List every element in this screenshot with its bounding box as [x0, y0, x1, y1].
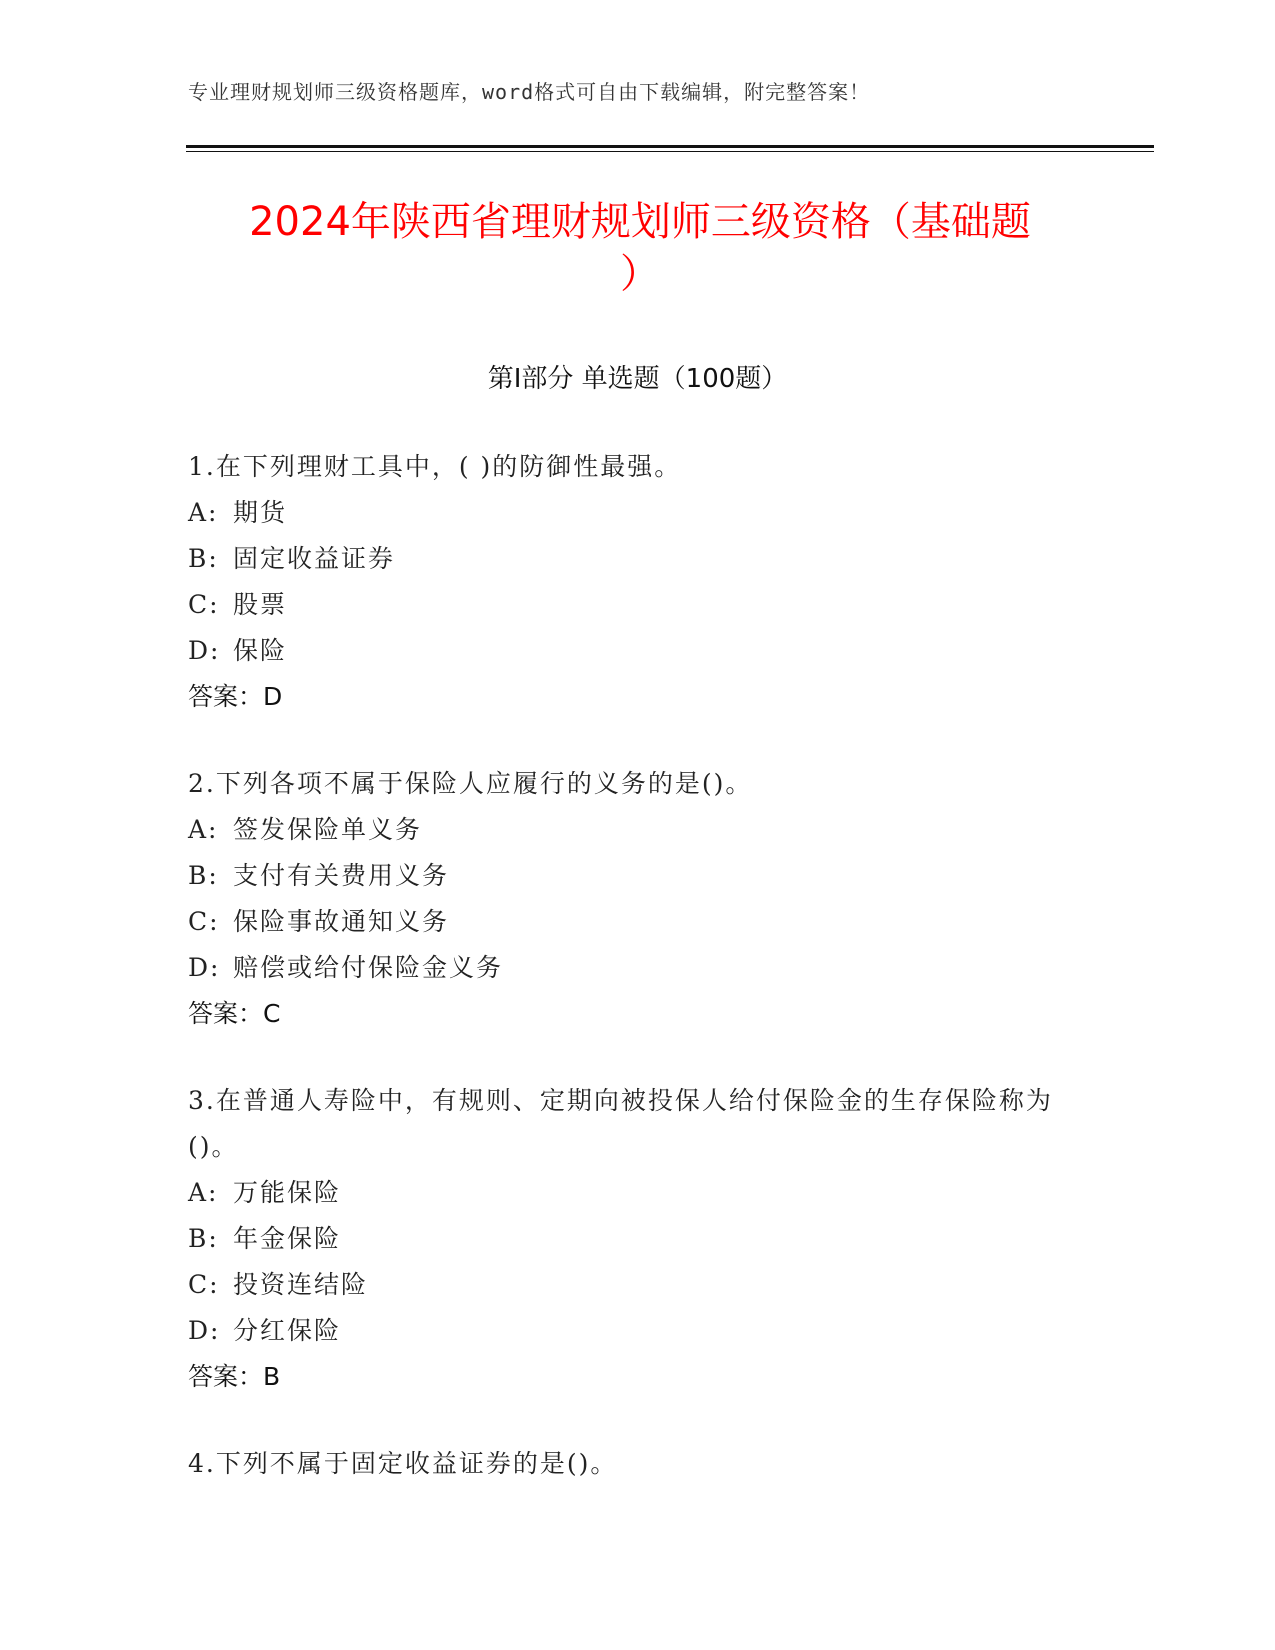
- option-key: C:: [188, 1270, 220, 1299]
- answer: 答案：D: [188, 682, 283, 711]
- header-divider-thick: [186, 145, 1154, 148]
- section-title: 第I部分 单选题（100题）: [487, 364, 788, 394]
- header-note: 专业理财规划师三级资格题库，word格式可自由下载编辑，附完整答案！: [188, 80, 871, 104]
- answer: 答案：B: [188, 1362, 281, 1391]
- option-text: 期货: [233, 498, 288, 527]
- option-text: 支付有关费用义务: [233, 861, 450, 890]
- option-a: [188, 807, 1088, 853]
- option-text: 保险: [233, 636, 288, 665]
- option-key: D:: [188, 636, 221, 665]
- question-stem: 2.下列各项不属于保险人应履行的义务的是()。: [188, 769, 753, 798]
- document-title-line-2: ）: [620, 251, 660, 297]
- option-text: 固定收益证券: [233, 544, 396, 573]
- option-text: 签发保险单义务: [233, 815, 423, 844]
- option-key: C:: [188, 590, 220, 619]
- option-c: [188, 899, 1088, 945]
- question-list: [188, 444, 1088, 1528]
- option-key: A:: [188, 1178, 219, 1207]
- question-stem: 1.在下列理财工具中，( )的防御性最强。: [188, 452, 682, 481]
- question-4: [188, 1441, 1088, 1487]
- option-text: 万能保险: [233, 1178, 342, 1207]
- option-key: A:: [188, 498, 219, 527]
- question-stem: 4.下列不属于固定收益证券的是()。: [188, 1449, 618, 1478]
- option-text: 投资连结险: [233, 1270, 369, 1299]
- answer: 答案：C: [188, 999, 281, 1028]
- question-2: [188, 761, 1088, 1037]
- option-text: 股票: [233, 590, 288, 619]
- option-d: [188, 628, 1088, 674]
- question-stem: 3.在普通人寿险中，有规则、定期向被投保人给付保险金的生存保险称为()。: [188, 1086, 1053, 1161]
- option-c: [188, 1262, 1088, 1308]
- option-text: 保险事故通知义务: [233, 907, 450, 936]
- option-a: [188, 490, 1088, 536]
- option-text: 年金保险: [233, 1224, 342, 1253]
- option-text: 赔偿或给付保险金义务: [233, 953, 504, 982]
- option-key: D:: [188, 1316, 221, 1345]
- option-d: [188, 1308, 1088, 1354]
- option-b: [188, 1216, 1088, 1262]
- question-1: [188, 444, 1088, 720]
- option-text: 分红保险: [233, 1316, 342, 1345]
- option-b: [188, 536, 1088, 582]
- option-key: A:: [188, 815, 219, 844]
- option-d: [188, 945, 1088, 991]
- option-key: D:: [188, 953, 221, 982]
- option-key: B:: [188, 1224, 219, 1253]
- header-divider-thin: [186, 151, 1154, 152]
- option-a: [188, 1170, 1088, 1216]
- option-key: B:: [188, 544, 219, 573]
- option-key: C:: [188, 907, 220, 936]
- option-key: B:: [188, 861, 219, 890]
- document-title-line-1: 2024年陕西省理财规划师三级资格（基础题: [249, 199, 1031, 245]
- option-b: [188, 853, 1088, 899]
- option-c: [188, 582, 1088, 628]
- question-3: [188, 1078, 1088, 1400]
- document-title: [180, 196, 1100, 300]
